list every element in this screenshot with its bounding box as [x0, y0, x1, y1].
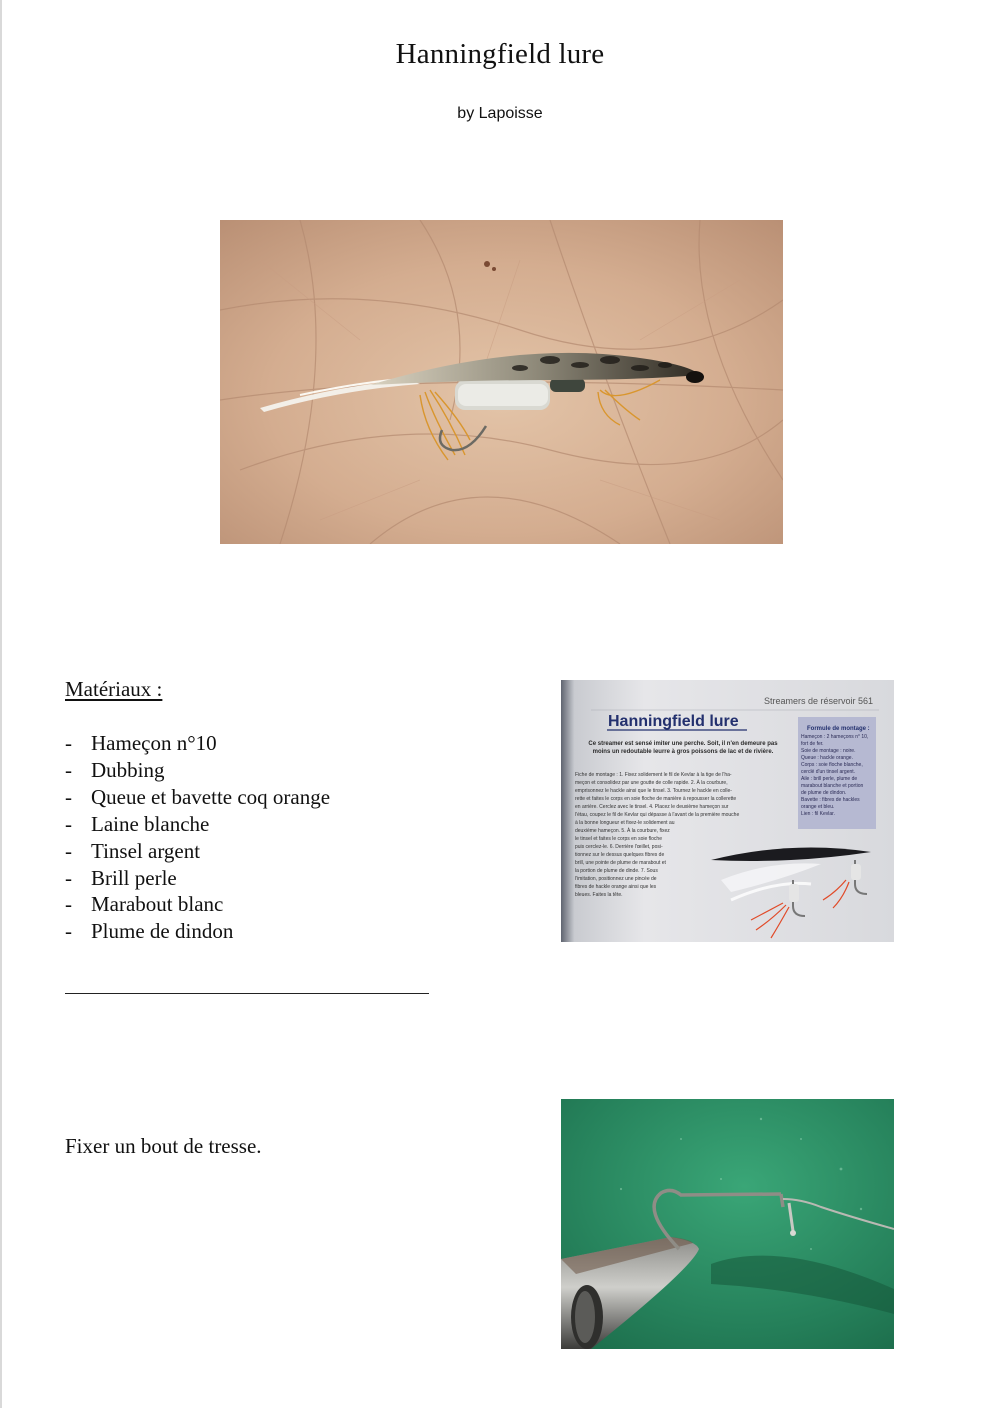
book-header: Streamers de réservoir 561 — [763, 696, 873, 706]
book-formula-line: Aile : brill perle, plume de — [801, 776, 858, 782]
materials-heading: Matériaux : — [65, 677, 163, 701]
book-body-line: la portion de plume de dinde. 7. Sous — [575, 868, 658, 874]
book-formula-line: Bavette : fibres de hackles — [801, 797, 860, 803]
book-formula-line: Hameçon : 2 hameçons n° 10, — [801, 734, 869, 740]
list-item: - Tinsel argent — [65, 838, 201, 863]
book-formula-line: Corps : soie floche blanche, — [801, 762, 863, 768]
book-body-line: Fiche de montage : 1. Fixez solidement le fil de Kevlar à la tige de l'ha- — [575, 772, 732, 778]
list-item: - Plume de dindon — [65, 919, 234, 944]
book-page-photo — [561, 680, 894, 942]
list-item: - Queue et bavette coq orange — [65, 784, 331, 809]
book-body-line: à la bonne longueur et fixez-le solidement au — [575, 820, 675, 826]
page-title: Hanningfield lure — [395, 38, 605, 70]
book-body-line: brill, une pointe de plume de marabout et — [575, 860, 666, 866]
book-body-line: bleues. Faites la tête. — [575, 892, 623, 898]
book-formula-line: Lien : fil Kevlar. — [801, 811, 835, 817]
book-body-line: l'étau, coupez le fil de Kevlar qui dépasse à l'avant de la première mouche — [575, 812, 740, 818]
book-formula-line: orange et bleu. — [801, 804, 835, 810]
list-item: - Hameçon n°10 — [65, 731, 217, 755]
fly-on-palm-photo — [220, 220, 783, 544]
book-formula-line: Soie de montage : noire. — [801, 748, 856, 754]
book-body-line: fibres de hackle orange ainsi que les — [575, 884, 657, 890]
book-body-line: puis cerclez-le. 6. Derrière l'œillet, posi- — [575, 844, 663, 850]
book-body-line: deuxième hameçon. 5. À la courbure, fixez — [575, 828, 670, 834]
book-formula-line: cerclé d'un tinsel argent. — [801, 769, 856, 775]
book-formula-line: Queue : hackle orange. — [801, 755, 853, 761]
book-body-line: rette et faites le corps en soie floche de manière à repousser la collerette — [575, 796, 737, 802]
book-intro: Ce streamer est sensé imiter une perche. Soit, il n'en demeure pas moins un redoutable leurre à gros poissons de lac et de rivière. — [588, 741, 778, 755]
materials-list — [65, 730, 330, 945]
separator-line — [65, 993, 429, 994]
list-item: - Dubbing — [65, 757, 165, 782]
book-body-line: meçon et consolidez par une goutte de colle rapide. 2. À la courbure, — [575, 780, 728, 786]
book-body-line: en arrière. Cerclez avec le tinsel. 4. Placez le deuxième hameçon sur — [575, 804, 729, 810]
page-edge — [0, 0, 2, 1408]
book-body-line: emprisonnez le hackle ainsi que le tinsel. 3. Tournez le hackle en colle- — [575, 788, 732, 794]
hook-in-vise-photo — [561, 1099, 894, 1349]
book-body-line: tionnez sur le dessus quelques fibres de — [575, 852, 665, 858]
book-formula-line: marabout blanche et portion — [801, 783, 864, 789]
book-formula-title: Formule de montage : — [807, 726, 870, 732]
book-body-line: l'imitation, positionnez une pincée de — [575, 876, 657, 882]
book-formula-line: fort de fer. — [801, 741, 824, 747]
author-line: by Lapoisse — [457, 105, 543, 122]
list-item: - Marabout blanc — [65, 892, 224, 917]
book-body-line: le tinsel et faites le corps en soie floche — [575, 836, 662, 842]
list-item: - Brill perle — [65, 865, 177, 890]
step-1-text: Fixer un bout de tresse. — [65, 1134, 262, 1158]
book-formula-line: de plume de dindon. — [801, 790, 847, 796]
book-title: Hanningfield lure — [608, 713, 739, 730]
list-item: - Laine blanche — [65, 811, 210, 836]
